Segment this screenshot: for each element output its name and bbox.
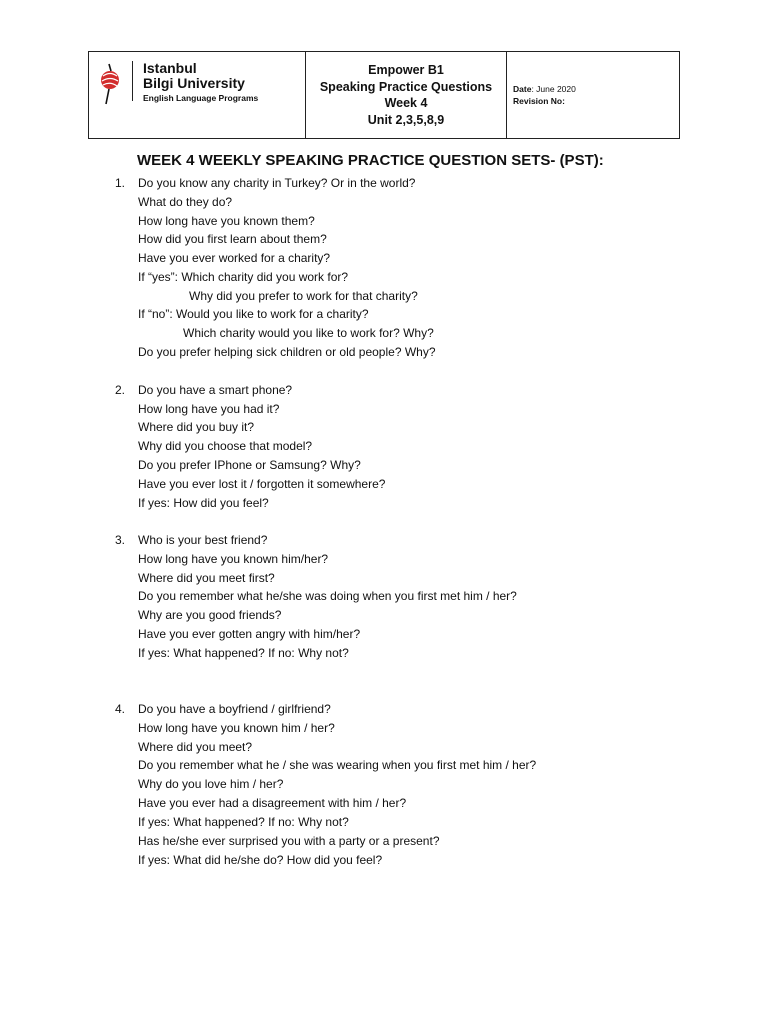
logo-divider [132, 61, 133, 101]
question-line: How long have you had it? [138, 402, 280, 416]
question-set-number: 4. [115, 702, 126, 716]
question-line: If yes: What happened? If no: Why not? [138, 646, 349, 660]
question-set-number: 2. [115, 383, 126, 397]
question-line: Do you prefer helping sick children or old people? Why? [138, 345, 436, 359]
question-line: Do you prefer IPhone or Samsung? Why? [138, 458, 361, 472]
question-line: Have you ever lost it / forgotten it somewhere? [138, 477, 386, 491]
date-value: : June 2020 [531, 84, 576, 94]
header-title-subject: Speaking Practice Questions [319, 79, 493, 94]
header-meta-cell [507, 52, 680, 139]
question-line: Have you ever gotten angry with him/her? [138, 627, 361, 641]
logo-cell [89, 52, 306, 139]
question-line: Do you have a boyfriend / girlfriend? [138, 702, 331, 716]
question-line: Why are you good friends? [138, 608, 282, 622]
logo-text-elp: English Language Programs [143, 93, 259, 103]
date-row [513, 83, 679, 95]
document-header [88, 51, 680, 139]
question-line: What do they do? [138, 195, 233, 209]
question-line: Where did you meet first? [138, 571, 275, 585]
question-line: How long have you known him/her? [138, 552, 329, 566]
question-line: If yes: How did you feel? [138, 496, 269, 510]
header-title-cell [306, 52, 507, 139]
question-line: If yes: What happened? If no: Why not? [138, 815, 349, 829]
revision-label: Revision No: [513, 96, 565, 106]
question-line: Do you know any charity in Turkey? Or in the world? [138, 176, 416, 190]
question-line: Do you remember what he / she was wearing when you first met him / her? [138, 758, 537, 772]
question-line: Why do you love him / her? [138, 777, 284, 791]
revision-row [513, 95, 679, 107]
question-line: Do you remember what he/she was doing when you first met him / her? [138, 589, 517, 603]
question-set-number: 1. [115, 176, 126, 190]
question-line: How did you first learn about them? [138, 232, 327, 246]
question-line: Which charity would you like to work for? Why? [183, 326, 434, 340]
logo-text-istanbul: Istanbul [143, 60, 197, 76]
page-heading: WEEK 4 WEEKLY SPEAKING PRACTICE QUESTION SETS- (PST): [137, 152, 604, 169]
university-logo-icon [97, 62, 127, 106]
question-line: How long have you known him / her? [138, 721, 335, 735]
logo-text-bilgi-university: Bilgi University [143, 75, 245, 91]
question-line: If yes: What did he/she do? How did you feel? [138, 853, 383, 867]
header-title-units: Unit 2,3,5,8,9 [367, 112, 445, 127]
question-line: If “no”: Would you like to work for a charity? [138, 307, 369, 321]
header-title-course: Empower B1 [368, 63, 444, 77]
question-line: Who is your best friend? [138, 533, 268, 547]
question-line: Have you ever worked for a charity? [138, 251, 331, 265]
question-line: Where did you buy it? [138, 420, 255, 434]
question-line: Where did you meet? [138, 740, 253, 754]
question-line: Do you have a smart phone? [138, 383, 293, 397]
question-line: Why did you prefer to work for that charity? [189, 289, 418, 303]
header-title-week: Week 4 [384, 96, 428, 110]
question-set-number: 3. [115, 533, 126, 547]
question-line: How long have you known them? [138, 214, 315, 228]
question-line: If “yes”: Which charity did you work for? [138, 270, 349, 284]
question-line: Has he/she ever surprised you with a party or a present? [138, 834, 440, 848]
question-line: Have you ever had a disagreement with him / her? [138, 796, 407, 810]
question-line: Why did you choose that model? [138, 439, 313, 453]
date-label: Date [513, 84, 532, 94]
